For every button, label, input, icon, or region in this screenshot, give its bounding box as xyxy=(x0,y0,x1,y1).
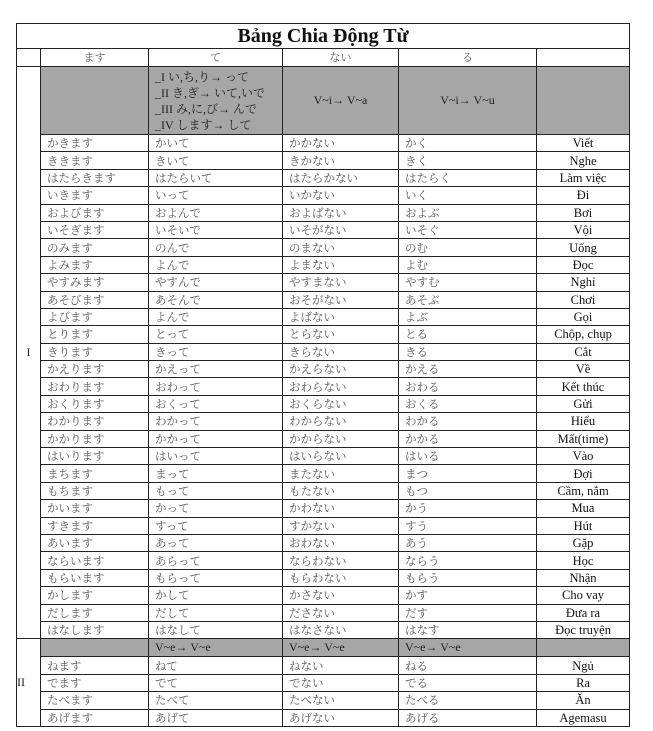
table-row xyxy=(17,674,630,691)
ru-form: おくる xyxy=(399,395,537,412)
ru-form: あう xyxy=(399,534,537,551)
header-masu: ます xyxy=(41,49,149,67)
meaning: Hút xyxy=(537,517,630,534)
masu-form: かいます xyxy=(41,500,149,517)
table-row xyxy=(17,500,630,517)
meaning: Gửi xyxy=(537,395,630,412)
ru-form: はいる xyxy=(399,448,537,465)
meaning: Mất(time) xyxy=(537,430,630,447)
ru-form: かう xyxy=(399,500,537,517)
table-row xyxy=(17,291,630,308)
ru-form: まつ xyxy=(399,465,537,482)
meaning: Chộp, chụp xyxy=(537,326,630,343)
table-row xyxy=(17,448,630,465)
rule-te-line: _IV します→ して xyxy=(155,117,252,132)
te-form: よんで xyxy=(149,256,283,273)
masu-form: とります xyxy=(41,326,149,343)
ru-form: かす xyxy=(399,587,537,604)
ru-form: よむ xyxy=(399,256,537,273)
masu-form: およびます xyxy=(41,204,149,221)
table-row xyxy=(17,552,630,569)
meaning: Chơi xyxy=(537,291,630,308)
meaning: Đưa ra xyxy=(537,604,630,621)
nai-form: たべない xyxy=(283,692,399,709)
masu-form: のみます xyxy=(41,239,149,256)
meaning: Cho vay xyxy=(537,587,630,604)
masu-form: ねます xyxy=(41,657,149,674)
table-row xyxy=(17,326,630,343)
masu-form: だします xyxy=(41,604,149,621)
te-form: とって xyxy=(149,326,283,343)
te-form: はなして xyxy=(149,621,283,638)
masu-form: おくります xyxy=(41,395,149,412)
table-row xyxy=(17,413,630,430)
meaning: Học xyxy=(537,552,630,569)
te-form: いって xyxy=(149,187,283,204)
meaning: Đi xyxy=(537,187,630,204)
ru-form: たべる xyxy=(399,692,537,709)
masu-form: あいます xyxy=(41,534,149,551)
meaning: Nhận xyxy=(537,569,630,586)
nai-form: およばない xyxy=(283,204,399,221)
te-form: いそいで xyxy=(149,221,283,238)
nai-form: よまない xyxy=(283,256,399,273)
nai-form: きらない xyxy=(283,343,399,360)
meaning: Ngủ xyxy=(537,657,630,674)
meaning: Viết xyxy=(537,135,630,152)
table-row xyxy=(17,692,630,709)
header-te: て xyxy=(149,49,283,67)
ru-form: いそぐ xyxy=(399,221,537,238)
nai-form: おそがない xyxy=(283,291,399,308)
ru-form: だす xyxy=(399,604,537,621)
meaning: Vội xyxy=(537,221,630,238)
meaning: Nghe xyxy=(537,152,630,169)
ru-form: かえる xyxy=(399,361,537,378)
table-title: Bảng Chia Động Từ xyxy=(17,24,630,49)
rule-meaning xyxy=(537,639,630,657)
nai-form: ださない xyxy=(283,604,399,621)
ru-form: よぶ xyxy=(399,308,537,325)
te-form: かえって xyxy=(149,361,283,378)
te-form: よんで xyxy=(149,308,283,325)
meaning: Kết thúc xyxy=(537,378,630,395)
rule-te-line: _II き,ぎ→ いて,いで xyxy=(155,85,265,100)
te-form: はたらいて xyxy=(149,169,283,186)
table-row xyxy=(17,569,630,586)
meaning: Vào xyxy=(537,448,630,465)
rule-te-line: _I い,ち,り→ って xyxy=(155,69,249,84)
nai-form: ねない xyxy=(283,657,399,674)
te-form: かいて xyxy=(149,135,283,152)
ru-form: いく xyxy=(399,187,537,204)
meaning: Gặp xyxy=(537,534,630,551)
table-row xyxy=(17,395,630,412)
te-form: たべて xyxy=(149,692,283,709)
nai-form: わからない xyxy=(283,413,399,430)
masu-form: たべます xyxy=(41,692,149,709)
te-form: おわって xyxy=(149,378,283,395)
meaning: Agemasu xyxy=(537,709,630,726)
te-form: かかって xyxy=(149,430,283,447)
ru-form: あそぶ xyxy=(399,291,537,308)
te-form: でて xyxy=(149,674,283,691)
table-row xyxy=(17,256,630,273)
ru-form: ならう xyxy=(399,552,537,569)
table-row xyxy=(17,482,630,499)
nai-form: やすまない xyxy=(283,274,399,291)
nai-form: もらわない xyxy=(283,569,399,586)
masu-form: はたらきます xyxy=(41,169,149,186)
rule-masu xyxy=(41,67,149,135)
masu-form: すきます xyxy=(41,517,149,534)
header-nai: ない xyxy=(283,49,399,67)
table-row xyxy=(17,587,630,604)
te-form: やすんで xyxy=(149,274,283,291)
rule-nai: V~i→ V~a xyxy=(283,67,399,135)
ru-form: やすむ xyxy=(399,274,537,291)
meaning: Đọc truyện xyxy=(537,621,630,638)
masu-form: かえります xyxy=(41,361,149,378)
conjugation-table xyxy=(16,23,630,727)
table-row xyxy=(17,135,630,152)
ru-form: とる xyxy=(399,326,537,343)
meaning: Ra xyxy=(537,674,630,691)
nai-form: かわない xyxy=(283,500,399,517)
header-meaning xyxy=(537,49,630,67)
meaning: Cắt xyxy=(537,343,630,360)
nai-form: もたない xyxy=(283,482,399,499)
te-form: かって xyxy=(149,500,283,517)
table-row xyxy=(17,517,630,534)
nai-form: おわらない xyxy=(283,378,399,395)
masu-form: きります xyxy=(41,343,149,360)
meaning: Gọi xyxy=(537,308,630,325)
masu-form: ならいます xyxy=(41,552,149,569)
masu-form: もちます xyxy=(41,482,149,499)
masu-form: もらいます xyxy=(41,569,149,586)
nai-form: かさない xyxy=(283,587,399,604)
ru-form: およぶ xyxy=(399,204,537,221)
table-row xyxy=(17,169,630,186)
table-row xyxy=(17,221,630,238)
te-form: かして xyxy=(149,587,283,604)
ru-form: きる xyxy=(399,343,537,360)
masu-form: でます xyxy=(41,674,149,691)
te-form: もって xyxy=(149,482,283,499)
meaning: Ăn xyxy=(537,692,630,709)
masu-form: あげます xyxy=(41,709,149,726)
ru-form: もらう xyxy=(399,569,537,586)
meaning: Đọc xyxy=(537,256,630,273)
nai-form: いそがない xyxy=(283,221,399,238)
masu-form: かかります xyxy=(41,430,149,447)
ru-form: はたらく xyxy=(399,169,537,186)
table-row xyxy=(17,378,630,395)
table-row xyxy=(17,709,630,726)
meaning: Đợi xyxy=(537,465,630,482)
te-form: あらって xyxy=(149,552,283,569)
masu-form: わかります xyxy=(41,413,149,430)
rule-row-group-II xyxy=(17,639,630,657)
nai-form: はたらかない xyxy=(283,169,399,186)
meaning: Nghỉ xyxy=(537,274,630,291)
nai-form: きかない xyxy=(283,152,399,169)
ru-form: かく xyxy=(399,135,537,152)
masu-form: かきます xyxy=(41,135,149,152)
nai-form: でない xyxy=(283,674,399,691)
te-form: すって xyxy=(149,517,283,534)
ru-form: でる xyxy=(399,674,537,691)
ru-form: かかる xyxy=(399,430,537,447)
ru-form: すう xyxy=(399,517,537,534)
ru-form: ねる xyxy=(399,657,537,674)
table-row xyxy=(17,308,630,325)
rule-meaning xyxy=(537,67,630,135)
meaning: Cầm, nắm xyxy=(537,482,630,499)
table-row xyxy=(17,657,630,674)
masu-form: はいります xyxy=(41,448,149,465)
ru-form: おわる xyxy=(399,378,537,395)
ru-form: わかる xyxy=(399,413,537,430)
rule-te xyxy=(149,67,283,135)
group-label: I xyxy=(17,67,41,639)
table-row xyxy=(17,274,630,291)
table-row xyxy=(17,361,630,378)
nai-form: すかない xyxy=(283,517,399,534)
nai-form: はなさない xyxy=(283,621,399,638)
nai-form: かえらない xyxy=(283,361,399,378)
table-row xyxy=(17,204,630,221)
nai-form: あげない xyxy=(283,709,399,726)
rule-te-line: V~e→ V~e xyxy=(155,640,211,655)
nai-form: いかない xyxy=(283,187,399,204)
masu-form: かします xyxy=(41,587,149,604)
conjugation-table-body xyxy=(17,24,630,727)
rule-row-group-I xyxy=(17,67,630,135)
masu-form: よびます xyxy=(41,308,149,325)
te-form: およんで xyxy=(149,204,283,221)
table-row xyxy=(17,239,630,256)
table-row xyxy=(17,430,630,447)
nai-form: おくらない xyxy=(283,395,399,412)
meaning: Làm việc xyxy=(537,169,630,186)
te-form: だして xyxy=(149,604,283,621)
rule-te-line: _III み,に,び→ んで xyxy=(155,101,257,116)
nai-form: ならわない xyxy=(283,552,399,569)
rule-ru: V~e→ V~e xyxy=(399,639,537,657)
masu-form: あそびます xyxy=(41,291,149,308)
nai-form: またない xyxy=(283,465,399,482)
nai-form: のまない xyxy=(283,239,399,256)
masu-form: おわります xyxy=(41,378,149,395)
ru-form: のむ xyxy=(399,239,537,256)
nai-form: かからない xyxy=(283,430,399,447)
masu-form: いそぎます xyxy=(41,221,149,238)
masu-form: はなします xyxy=(41,621,149,638)
te-form: はいって xyxy=(149,448,283,465)
table-row xyxy=(17,152,630,169)
ru-form: あげる xyxy=(399,709,537,726)
rule-nai: V~e→ V~e xyxy=(283,639,399,657)
table-row xyxy=(17,465,630,482)
te-form: あそんで xyxy=(149,291,283,308)
te-form: きって xyxy=(149,343,283,360)
te-form: おくって xyxy=(149,395,283,412)
table-row xyxy=(17,343,630,360)
title-row xyxy=(17,24,630,49)
te-form: わかって xyxy=(149,413,283,430)
nai-form: とらない xyxy=(283,326,399,343)
masu-form: やすみます xyxy=(41,274,149,291)
ru-form: はなす xyxy=(399,621,537,638)
table-row xyxy=(17,187,630,204)
te-form: きいて xyxy=(149,152,283,169)
te-form: もらって xyxy=(149,569,283,586)
te-form: あって xyxy=(149,534,283,551)
header-ru: る xyxy=(399,49,537,67)
table-row xyxy=(17,534,630,551)
masu-form: よみます xyxy=(41,256,149,273)
table-row xyxy=(17,621,630,638)
nai-form: おわない xyxy=(283,534,399,551)
masu-form: ききます xyxy=(41,152,149,169)
te-form: ねて xyxy=(149,657,283,674)
meaning: Uống xyxy=(537,239,630,256)
te-form: まって xyxy=(149,465,283,482)
ru-form: きく xyxy=(399,152,537,169)
meaning: Bơi xyxy=(537,204,630,221)
header-row xyxy=(17,49,630,67)
ru-form: もつ xyxy=(399,482,537,499)
rule-masu xyxy=(41,639,149,657)
rule-ru: V~i→ V~u xyxy=(399,67,537,135)
header-group xyxy=(17,49,41,67)
meaning: Hiểu xyxy=(537,413,630,430)
masu-form: まちます xyxy=(41,465,149,482)
te-form: のんで xyxy=(149,239,283,256)
meaning: Mua xyxy=(537,500,630,517)
group-label: II xyxy=(17,639,41,727)
table-row xyxy=(17,604,630,621)
te-form: あげて xyxy=(149,709,283,726)
nai-form: はいらない xyxy=(283,448,399,465)
masu-form: いきます xyxy=(41,187,149,204)
meaning: Về xyxy=(537,361,630,378)
rule-te xyxy=(149,639,283,657)
nai-form: かかない xyxy=(283,135,399,152)
nai-form: よばない xyxy=(283,308,399,325)
